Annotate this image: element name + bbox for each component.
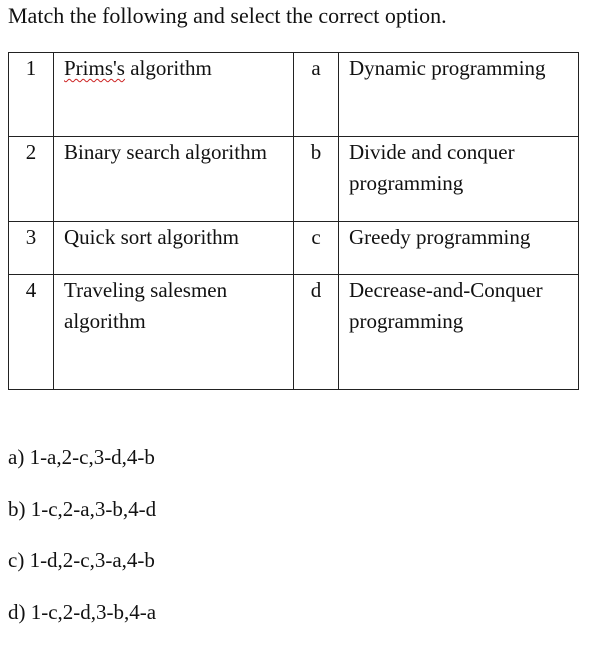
question-text: Match the following and select the correct option. — [8, 2, 447, 30]
algorithm-cell: Traveling salesmen algorithm — [54, 275, 294, 390]
algorithm-cell: Prims's algorithm — [54, 53, 294, 137]
row-letter: a — [294, 53, 339, 137]
spellcheck-word: Prims's — [64, 56, 125, 80]
row-number: 2 — [9, 137, 54, 222]
algorithm-cell: Quick sort algorithm — [54, 222, 294, 275]
option-b[interactable]: b) 1-c,2-a,3-b,4-d — [8, 495, 156, 547]
row-letter: c — [294, 222, 339, 275]
technique-cell: Decrease-and-Conquer programming — [339, 275, 579, 390]
option-a[interactable]: a) 1-a,2-c,3-d,4-b — [8, 443, 156, 495]
table-row — [9, 222, 579, 275]
table-row — [9, 53, 579, 137]
row-number: 3 — [9, 222, 54, 275]
row-number: 1 — [9, 53, 54, 137]
row-letter: d — [294, 275, 339, 390]
table-row — [9, 137, 579, 222]
row-letter: b — [294, 137, 339, 222]
technique-cell: Dynamic programming — [339, 53, 579, 137]
algorithm-cell: Binary search algorithm — [54, 137, 294, 222]
table-row — [9, 275, 579, 390]
option-c[interactable]: c) 1-d,2-c,3-a,4-b — [8, 546, 156, 598]
technique-cell: Greedy programming — [339, 222, 579, 275]
technique-cell: Divide and conquer programming — [339, 137, 579, 222]
option-d[interactable]: d) 1-c,2-d,3-b,4-a — [8, 598, 156, 649]
row-number: 4 — [9, 275, 54, 390]
answer-options — [8, 443, 156, 649]
matching-table — [8, 52, 579, 390]
